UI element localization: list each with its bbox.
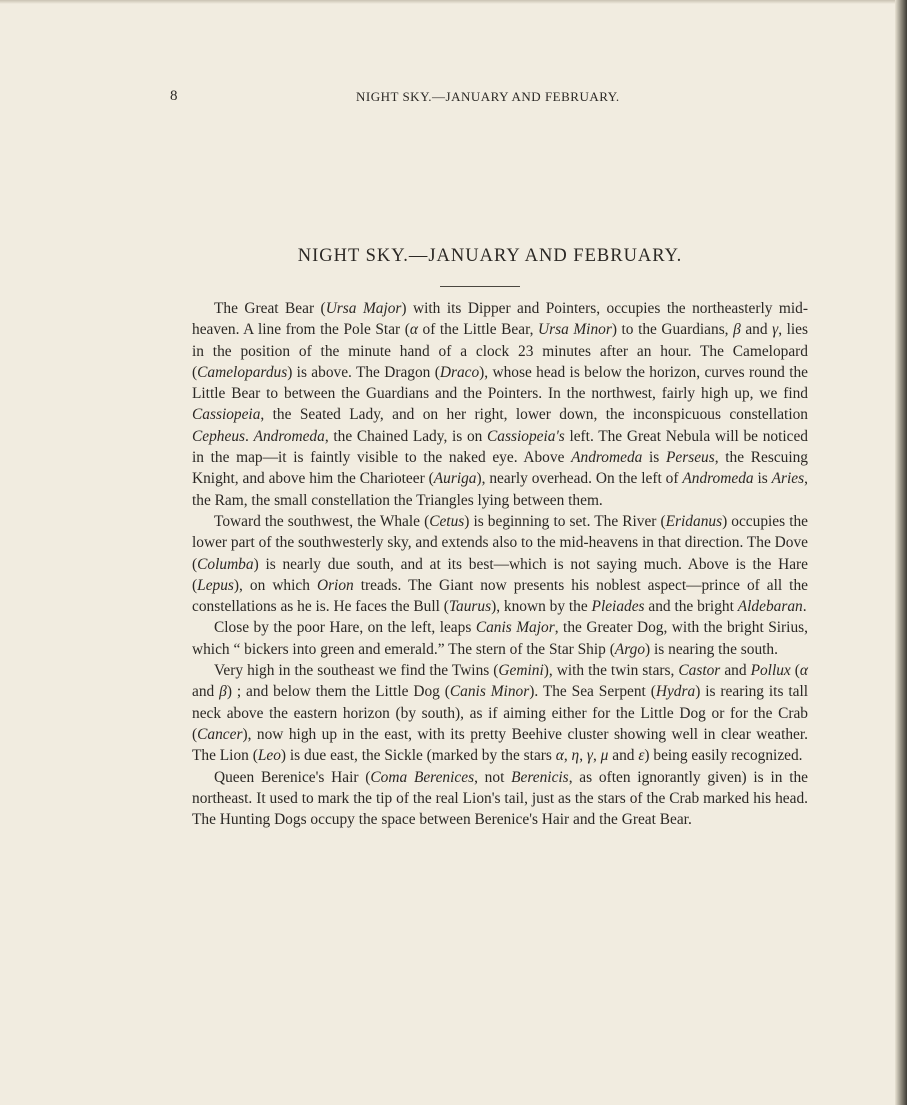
page-number: 8 <box>170 88 178 104</box>
running-title: NIGHT SKY.—JANUARY AND FEBRUARY. <box>356 89 620 104</box>
title-rule <box>440 286 520 287</box>
body-text <box>192 298 808 830</box>
paragraph-southeast: Very high in the southeast we find the Twins (Gemini), with the twin stars, Castor and Pollux (α and β) ; and below them the Little Dog (Canis Minor). The Sea Serpent (Hydra) is rearing its tall neck above the eastern horizon (by south), as if aiming either for the Little Dog or for the Crab (Cancer), now high up in the east, with its pretty Beehive cluster showing well in clear weather. The Lion (Leo) is due east, the Sickle (marked by the stars α, η, γ, μ and ε) being easily recognized. <box>192 662 809 765</box>
paragraph-southwest: Toward the southwest, the Whale (Cetus) is beginning to set. The River (Eridanus) occupies the lower part of the southwesterly sky, and extends also to the mid-heavens in that direction. The Dove (Columba) is nearly due south, and at its best—which is not saying much. Above is the Hare (Lepus), on which Orion treads. The Giant now presents his noblest aspect—prince of all the constellations as he is. He faces the Bull (Taurus), known by the Pleiades and the bright Aldebaran. <box>192 512 809 616</box>
page-binding-edge <box>895 0 907 1105</box>
chapter-title: NIGHT SKY.—JANUARY AND FEBRUARY. <box>297 246 683 266</box>
paragraph-canis-major: Close by the poor Hare, on the left, leaps Canis Major, the Greater Dog, with the bright Sirius, which “ bickers into green and emerald.” The stern of the Star Ship (Argo) is nearing the south. <box>192 619 808 658</box>
paragraph-great-bear: The Great Bear (Ursa Major) with its Dipper and Pointers, occupies the northeasterly mid-heaven. A line from the Pole Star (α of the Little Bear, Ursa Minor) to the Guardians, β and γ, lies in the position of the minute hand of a clock 23 minutes after an hour. The Camelopard (Camelopardus) is above. The Dragon (Draco), whose head is below the horizon, curves round the Little Bear to between the Guardians and the Pointers. In the northwest, fairly high up, we find Cassiopeia, the Seated Lady, and on her right, lower down, the inconspicuous constellation Cepheus. Andromeda, the Chained Lady, is on Cassiopeia's left. The Great Nebula will be noticed in the map—it is faintly visible to the naked eye. Above Andromeda is Perseus, the Rescuing Knight, and above him the Charioteer (Auriga), nearly overhead. On the left of Andromeda is Aries, the Ram, the small constellation the Triangles lying between them. <box>192 300 809 509</box>
running-head <box>170 88 870 106</box>
page-top-edge <box>0 0 907 4</box>
paragraph-northeast: Queen Berenice's Hair (Coma Berenices, not Berenicis, as often ignorantly given) is in the northeast. It used to mark the tip of the real Lion's tail, just as the stars of the Crab marked his head. The Hunting Dogs occupy the space between Berenice's Hair and the Great Bear. <box>192 768 808 829</box>
